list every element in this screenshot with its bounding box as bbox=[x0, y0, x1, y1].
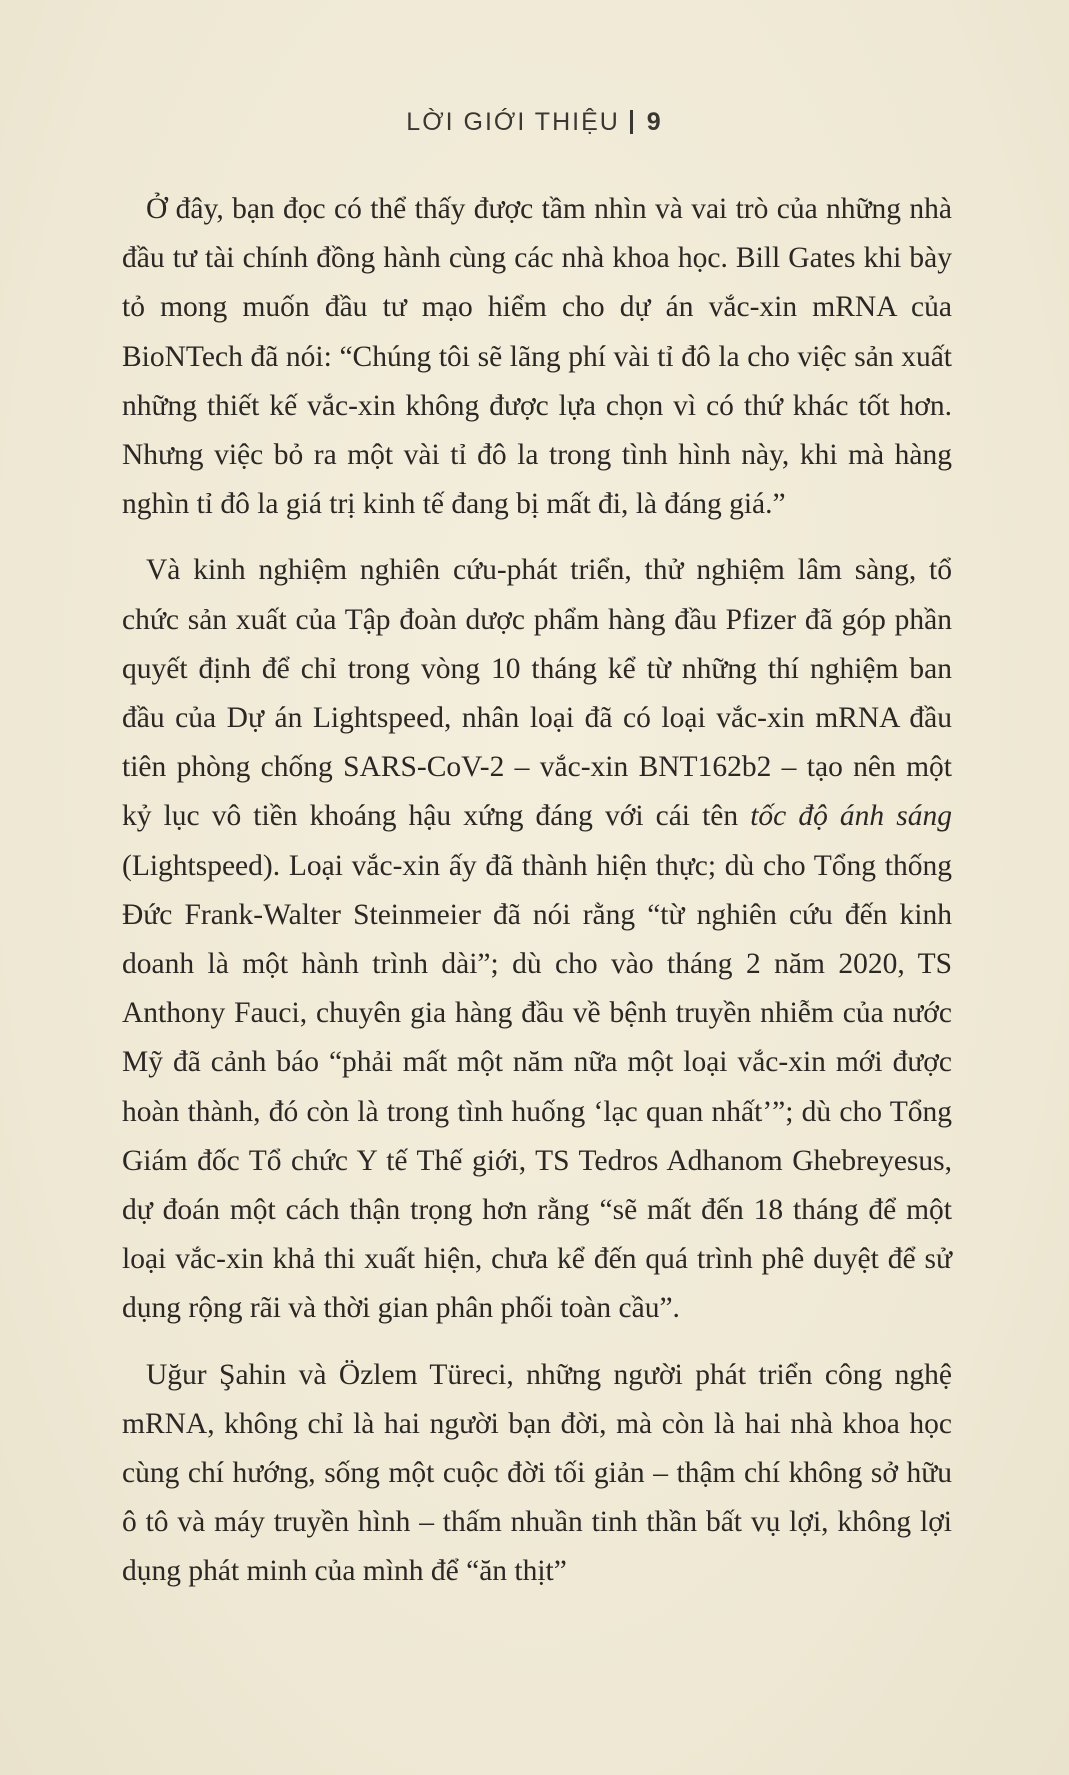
paragraph-2-italic: tốc độ ánh sáng bbox=[750, 800, 952, 833]
chapter-title: LỜI GIỚI THIỆU bbox=[406, 108, 620, 136]
running-header bbox=[0, 108, 1069, 137]
header-separator bbox=[630, 110, 633, 134]
paragraph-2 bbox=[122, 546, 952, 1333]
paragraph-2-part-2: (Lightspeed). Loại vắc-xin ấy đã thành hiện thực; dù cho Tổng thống Đức Frank-Walter Steinmeier đã nói rằng “từ nghiên cứu đến kinh doanh là một hành trình dài”; dù cho vào tháng 2 năm 2020, TS Anthony Fauci, chuyên gia hàng đầu về bệnh truyền nhiễm của nước Mỹ đã cảnh báo “phải mất một năm nữa một loại vắc-xin mới được hoàn thành, đó còn là trong tình huống ‘lạc quan nhất’”; dù cho Tổng Giám đốc Tổ chức Y tế Thế giới, TS Tedros Adhanom Ghebreyesus, dự đoán một cách thận trọng hơn rằng “sẽ mất đến 18 tháng để một loại vắc-xin khả thi xuất hiện, chưa kể đến quá trình phê duyệt để sử dụng rộng rãi và thời gian phân phối toàn cầu”. bbox=[122, 849, 952, 1325]
paragraph-2-part-1: Và kinh nghiệm nghiên cứu-phát triển, thử nghiệm lâm sàng, tổ chức sản xuất của Tập đoàn dược phẩm hàng đầu Pfizer đã góp phần quyết định để chỉ trong vòng 10 tháng kể từ những thí nghiệm ban đầu của Dự án Lightspeed, nhân loại đã có loại vắc-xin mRNA đầu tiên phòng chống SARS-CoV-2 – vắc-xin BNT162b2 – tạo nên một kỷ lục vô tiền khoáng hậu xứng đáng với cái tên bbox=[122, 554, 952, 833]
body-text bbox=[122, 185, 952, 1614]
page-number: 9 bbox=[646, 108, 663, 136]
paragraph-1: Ở đây, bạn đọc có thể thấy được tầm nhìn và vai trò của những nhà đầu tư tài chính đồng hành cùng các nhà khoa học. Bill Gates khi bày tỏ mong muốn đầu tư mạo hiểm cho dự án vắc-xin mRNA của BioNTech đã nói: “Chúng tôi sẽ lãng phí vài tỉ đô la cho việc sản xuất những thiết kế vắc-xin không được lựa chọn vì có thứ khác tốt hơn. Nhưng việc bỏ ra một vài tỉ đô la trong tình hình này, khi mà hàng nghìn tỉ đô la giá trị kinh tế đang bị mất đi, là đáng giá.” bbox=[122, 193, 952, 521]
paragraph-3: Uğur Şahin và Özlem Türeci, những người phát triển công nghệ mRNA, không chỉ là hai người bạn đời, mà còn là hai nhà khoa học cùng chí hướng, sống một cuộc đời tối giản – thậm chí không sở hữu ô tô và máy truyền hình – thấm nhuần tinh thần bất vụ lợi, không lợi dụng phát minh của mình để “ăn thịt” bbox=[122, 1358, 952, 1588]
